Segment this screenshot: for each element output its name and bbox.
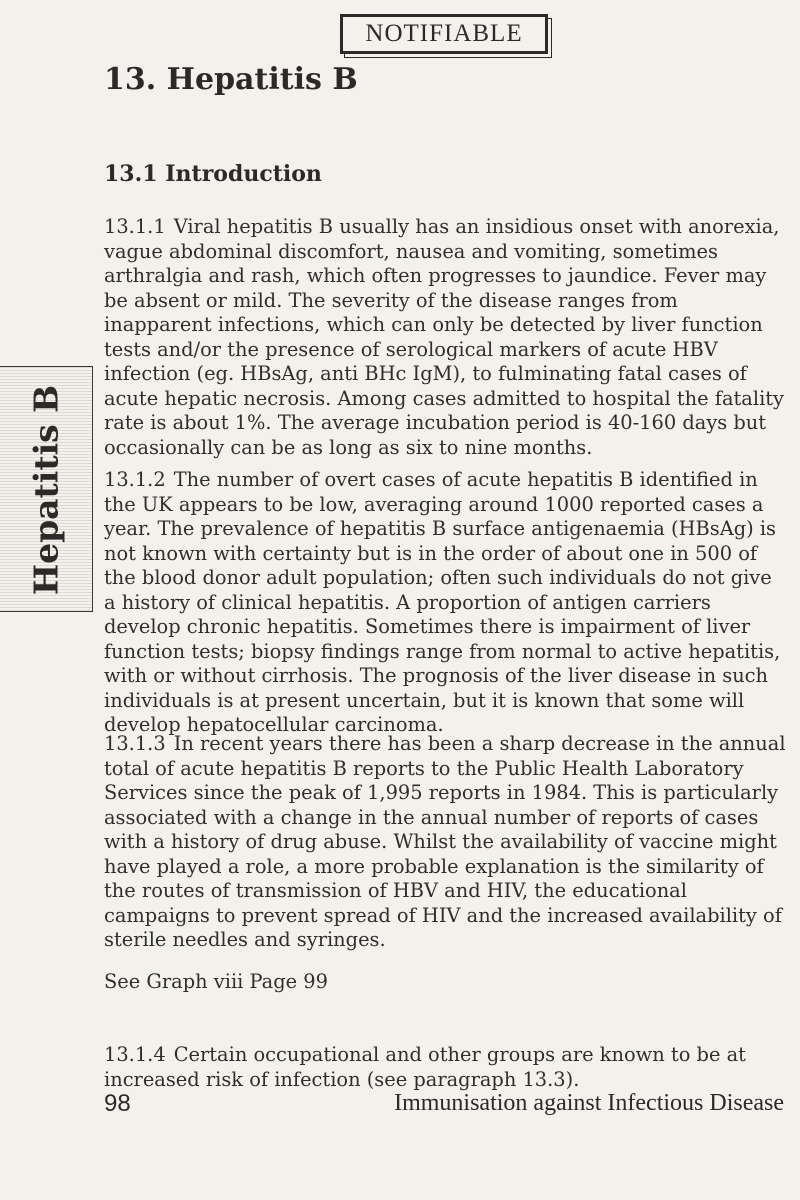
see-graph-reference: See Graph viii Page 99 bbox=[104, 970, 328, 993]
paragraph-number: 13.1.2 bbox=[104, 468, 166, 491]
chapter-title: 13. Hepatitis B bbox=[104, 62, 358, 97]
paragraph-text: The number of overt cases of acute hepatitis B identified in the UK appears to be low, averaging around 1000 reported cases a year. The prevalence of hepatitis B surface antigenaemia (HBsAg) is not known with certainty but is in the order of about one in 500 of the blood donor adult population; often such individuals do not give a history of clinical hepatitis. A proportion of antigen carriers develop chronic hepatitis. Sometimes there is impairment of liver function tests; biopsy findings range from normal to active hepatitis, with or without cirrhosis. The prognosis of the liver disease in such individuals is at present uncertain, but it is known that some will develop hepatocellular carcinoma. bbox=[104, 468, 781, 736]
paragraph-number: 13.1.4 bbox=[104, 1043, 166, 1066]
side-tab-label: Hepatitis B bbox=[26, 384, 66, 596]
paragraph-13-1-4 bbox=[104, 1043, 788, 1092]
paragraph-text: Viral hepatitis B usually has an insidious onset with anorexia, vague abdominal discomfort, nausea and vomiting, sometimes arthralgia and rash, which often progresses to jaundice. Fever may be absent or mild. The severity of the disease ranges from inapparent infections, which can only be detected by liver function tests and/or the presence of serological markers of acute HBV infection (eg. HBsAg, anti BHc IgM), to fulminating fatal cases of acute hepatic necrosis. Among cases admitted to hospital the fatality rate is about 1%. The average incubation period is 40-160 days but occasionally can be as long as six to nine months. bbox=[104, 215, 785, 459]
page-number: 98 bbox=[104, 1090, 131, 1117]
paragraph-13-1-2 bbox=[104, 468, 788, 738]
chapter-side-tab bbox=[0, 366, 93, 612]
book-title: Immunisation against Infectious Disease bbox=[394, 1090, 784, 1116]
paragraph-number: 13.1.3 bbox=[104, 732, 166, 755]
paragraph-number: 13.1.1 bbox=[104, 215, 166, 238]
section-title: 13.1 Introduction bbox=[104, 161, 322, 187]
paragraph-13-1-1 bbox=[104, 215, 788, 460]
notifiable-badge: NOTIFIABLE bbox=[340, 14, 548, 54]
paragraph-text: In recent years there has been a sharp decrease in the annual total of acute hepatitis B reports to the Public Health Laboratory Services since the peak of 1,995 reports in 1984. This is particularly associated with a change in the annual number of reports of cases with a history of drug abuse. Whilst the availability of vaccine might have played a role, a more probable explanation is the similarity of the routes of transmission of HBV and HIV, the educational campaigns to prevent spread of HIV and the increased availability of sterile needles and syringes. bbox=[104, 732, 786, 951]
paragraph-text: Certain occupational and other groups are known to be at increased risk of infection (see paragraph 13.3). bbox=[104, 1043, 746, 1091]
paragraph-13-1-3 bbox=[104, 732, 788, 953]
